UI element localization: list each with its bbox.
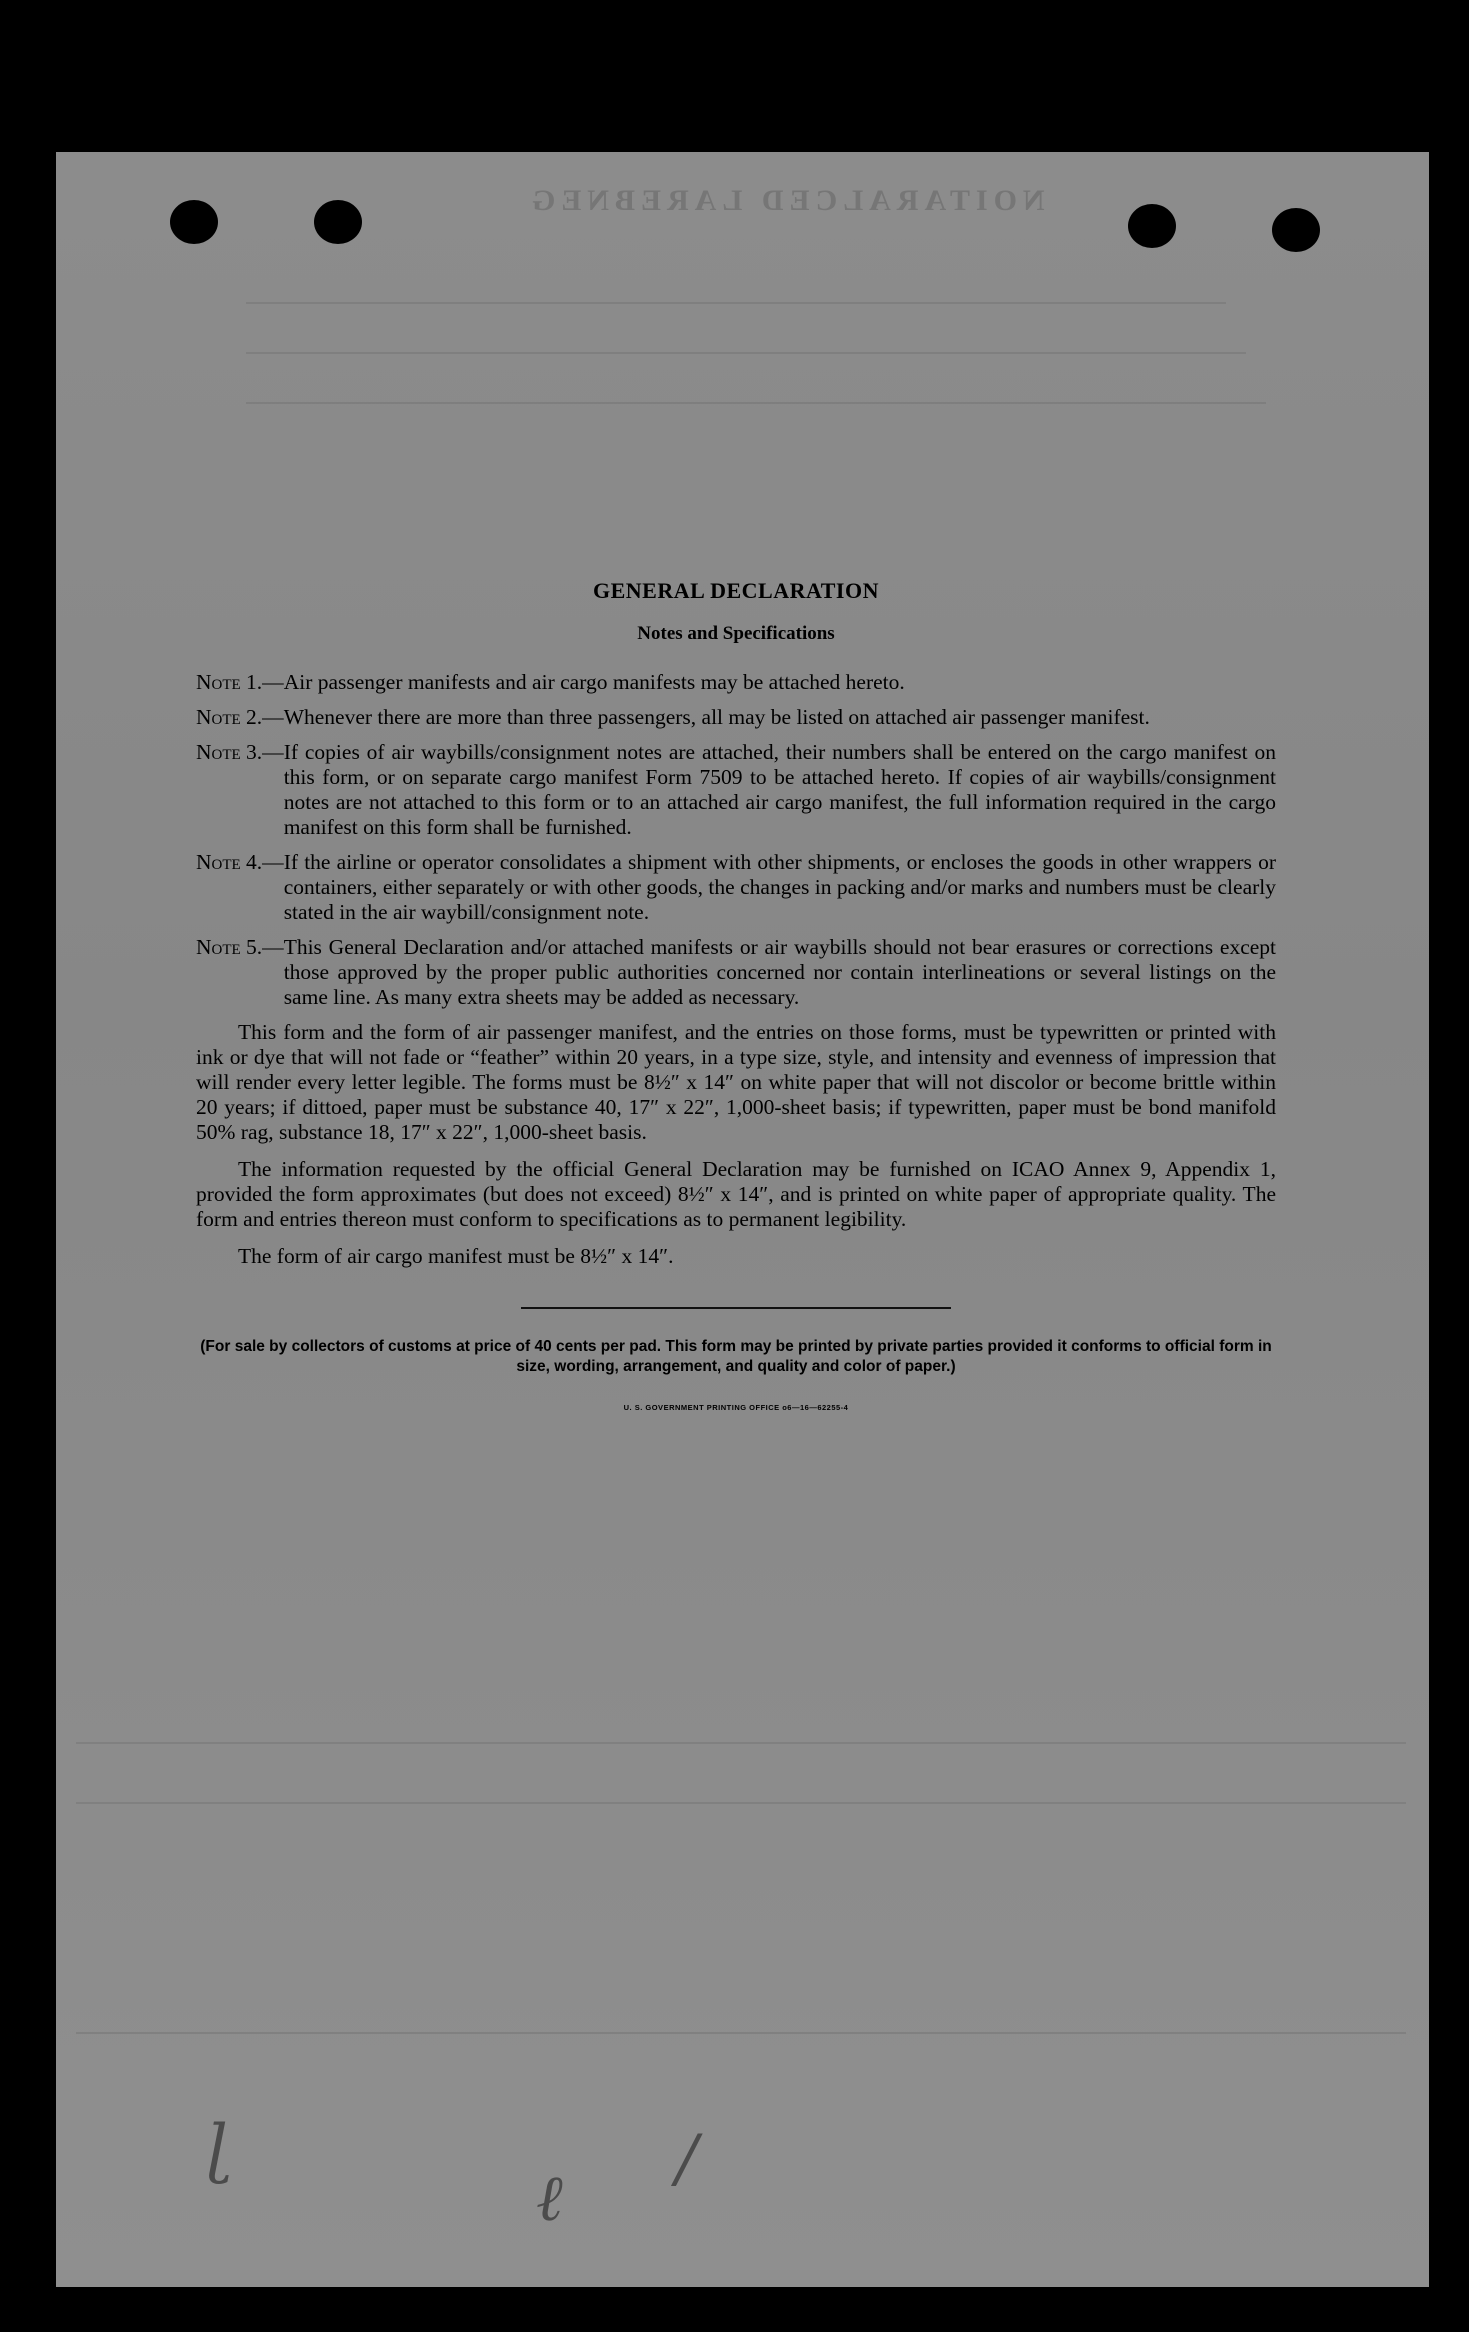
punch-hole [170,200,218,244]
bleed-through [246,402,1266,404]
handwritten-mark: ℓ [536,2162,563,2236]
page-title: GENERAL DECLARATION [593,578,879,603]
note-label: Note 5.— [196,935,284,959]
punch-hole [1128,204,1176,248]
bleed-through [76,1742,1406,1744]
note-label: Note 1.— [196,670,284,694]
punch-hole [1272,208,1320,252]
paragraph-legibility: This form and the form of air passenger manifest, and the entries on those forms, must be typewritten or printed with ink or dye that will not fade or “feather” within 20 years, in a type size, style, and intensity and evenness of impression that will render every letter legible. The forms must be 8½″ x 14″ on white paper that will not discolor or become brittle within 20 years; if dittoed, paper must be substance 40, 17″ x 22″, 1,000-sheet basis; if typewritten, paper must be bond manifold 50% rag, substance 18, 17″ x 22″, 1,000-sheet basis. [196,1020,1276,1144]
note-2 [196,705,1276,730]
note-4 [196,850,1276,925]
note-3 [196,740,1276,840]
bleed-through [246,352,1246,354]
paragraph-cargo-size: The form of air cargo manifest must be 8½″ x 14″. [238,1244,674,1268]
note-5 [196,935,1276,1010]
handwritten-mark: / [676,2122,698,2196]
note-label: Note 4.— [196,850,284,874]
bleed-through [76,1802,1406,1804]
note-label: Note 2.— [196,705,284,729]
bleed-through [76,2032,1406,2034]
page-subtitle: Notes and Specifications [637,623,835,644]
bleed-through: NOITARALCED LAREBNEG [526,184,1045,217]
note-text: Whenever there are more than three passengers, all may be listed on attached air passenger manifest. [283,705,1150,729]
bleed-through [246,302,1226,304]
note-text: If copies of air waybills/consignment notes are attached, their numbers shall be entered on the cargo manifest on this form, or on separate cargo manifest Form 7509 to be attached hereto. If copies of air waybills/consignment notes are not attached to this form or to an attached air cargo manifest, the full information required in the cargo manifest on this form shall be furnished. [283,740,1276,839]
paragraph-icao: The information requested by the official General Declaration may be furnished on ICAO Annex 9, Appendix 1, provided the form approximates (but does not exceed) 8½″ x 14″, and is printed on white paper of appropriate quality. The form and entries thereon must conform to specifications as to permanent legibility. [196,1157,1276,1231]
note-1 [196,670,1276,695]
sale-notice: (For sale by collectors of customs at price of 40 cents per pad. This form may be printed by private parties provided it conforms to official form in size, wording, arrangement, and quality and color of paper.) [200,1338,1272,1375]
divider [521,1307,951,1309]
note-label: Note 3.— [196,740,284,764]
handwritten-mark: ɭ [206,2112,230,2186]
printer-imprint: U. S. GOVERNMENT PRINTING OFFICE o6—16—62255-4 [623,1403,849,1412]
note-text: If the airline or operator consolidates a shipment with other shipments, or encloses the goods in other wrappers or containers, either separately or with other goods, the changes in packing and/or marks and numbers must be clearly stated in the air waybill/consignment note. [283,850,1276,924]
notes-content [196,578,1276,1420]
note-text: Air passenger manifests and air cargo manifests may be attached hereto. [283,670,905,694]
note-text: This General Declaration and/or attached manifests or air waybills should not bear erasures or corrections except those approved by the proper public authorities concerned nor contain interlineations or several listings on the same line. As many extra sheets may be added as necessary. [283,935,1276,1009]
punch-hole [314,200,362,244]
